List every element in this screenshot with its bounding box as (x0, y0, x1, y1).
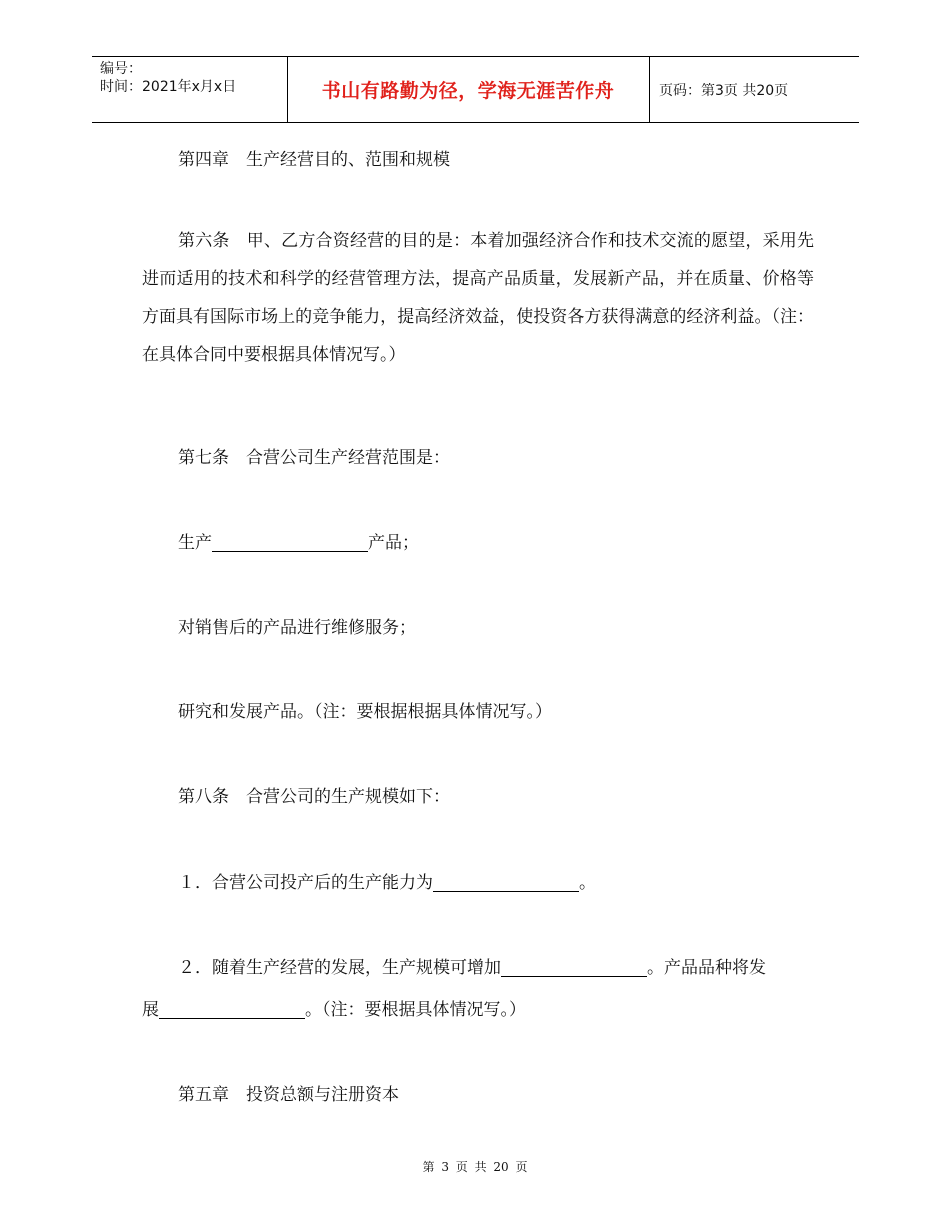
scale-increase-blank[interactable] (501, 958, 647, 977)
produce-prefix: 生产 (178, 533, 212, 553)
item-1-end: 。 (579, 873, 596, 893)
produce-line (142, 528, 850, 553)
item-1-text: １．合营公司投产后的生产能力为 (178, 873, 433, 893)
article-7-heading: 第七条 合营公司生产经营范围是： (178, 448, 450, 468)
item-2-line (142, 953, 850, 978)
header-meta (100, 60, 236, 96)
product-blank[interactable] (212, 533, 368, 552)
item-1-line (142, 868, 850, 893)
page-footer: 第 3 页 共 20 页 (422, 1160, 528, 1174)
item-2-line-2-start: 展 (142, 1000, 159, 1020)
repair-line: 对销售后的产品进行维修服务； (178, 618, 416, 638)
header-motto: 书山有路勤为径，学海无涯苦作舟 (321, 80, 615, 102)
header-divider (649, 57, 650, 122)
chapter-4-heading: 第四章 生产经营目的、范围和规模 (178, 150, 450, 170)
serial-number-label: 编号： (100, 61, 142, 77)
rnd-line: 研究和发展产品。（注：要根据根据具体情况写。） (178, 702, 552, 722)
header-page-number: 页码：第3页 共20页 (659, 82, 789, 99)
page-header (92, 56, 859, 123)
item-2-text: ２．随着生产经营的发展，生产规模可增加 (178, 958, 501, 978)
product-variety-blank[interactable] (159, 1000, 305, 1019)
item-2-note: 。（注：要根据具体情况写。） (305, 1000, 526, 1020)
chapter-5-heading: 第五章 投资总额与注册资本 (178, 1085, 399, 1105)
produce-suffix: 产品； (368, 533, 419, 553)
item-2-continuation: 。产品品种将发 (647, 958, 766, 978)
date-label: 时间：2021年x月x日 (100, 79, 237, 95)
capacity-blank[interactable] (433, 873, 579, 892)
article-8-heading: 第八条 合营公司的生产规模如下： (178, 787, 450, 807)
article-6-paragraph: 第六条 甲、乙方合资经营的目的是：本着加强经济合作和技术交流的愿望，采用先进而适用的技术和科学的经营管理方法，提高产品质量，发展新产品，并在质量、价格等方面具有国际市场上的竞争能力，提高经济效益，使投资各方获得满意的经济利益。（注：在具体合同中要根据具体情况写。） (142, 231, 814, 365)
item-2-line-2 (142, 995, 814, 1020)
